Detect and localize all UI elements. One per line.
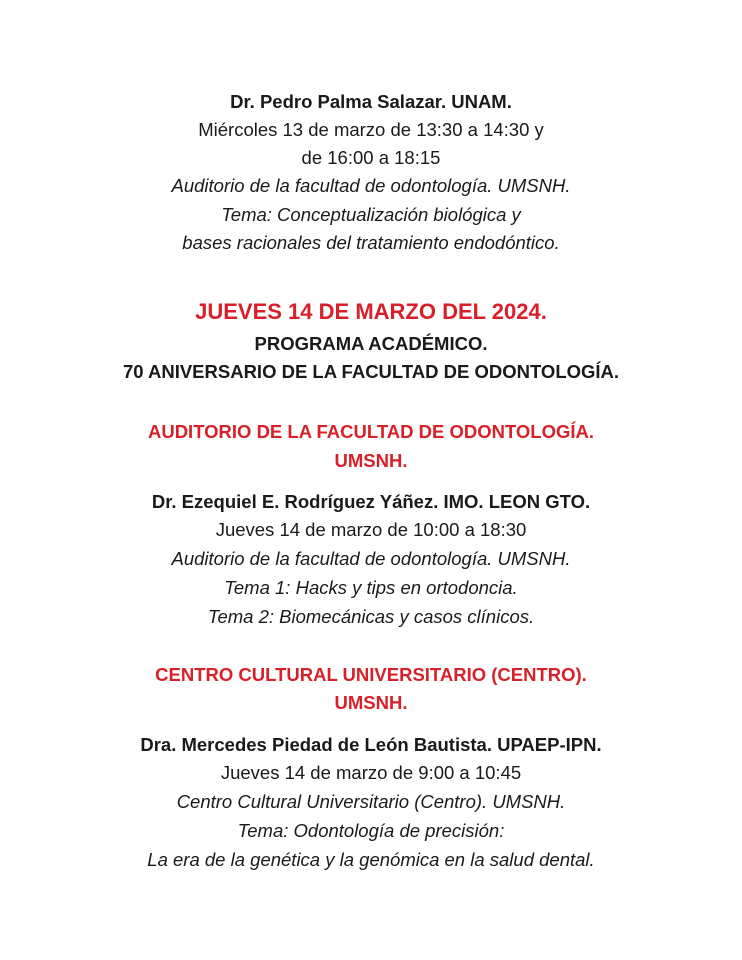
topic-text: Tema: Conceptualización biológica y [221,204,521,225]
schedule-text: Jueves 14 de marzo de 9:00 a 10:45 [220,762,522,783]
topic-text: Tema 1: Hacks y tips en ortodoncia. [224,577,518,598]
venue-text: Centro Cultural Universitario (Centro). UMSNH. [176,791,566,812]
speaker-name: Dr. Pedro Palma Salazar. UNAM. [230,91,512,112]
venue-text: Auditorio de la facultad de odontología. UMSNH. [171,548,571,569]
section-heading: CENTRO CULTURAL UNIVERSITARIO (CENTRO). [155,664,587,685]
section-heading: UMSNH. [334,692,408,713]
topic-text: bases racionales del tratamiento endodóntico. [182,232,560,253]
venue-text: Auditorio de la facultad de odontología. UMSNH. [171,175,571,196]
schedule-text: Miércoles 13 de marzo de 13:30 a 14:30 y [198,119,544,140]
speaker-name: Dra. Mercedes Piedad de León Bautista. UPAEP-IPN. [140,734,602,755]
topic-text: Tema: Odontología de precisión: [237,820,505,841]
schedule-text: de 16:00 a 18:15 [301,147,441,168]
section-heading: UMSNH. [334,450,408,471]
section-heading: AUDITORIO DE LA FACULTAD DE ODONTOLOGÍA. [147,421,595,442]
schedule-text: Jueves 14 de marzo de 10:00 a 18:30 [215,519,527,540]
topic-text: Tema 2: Biomecánicas y casos clínicos. [207,606,535,627]
topic-text: La era de la genética y la genómica en la salud dental. [147,849,595,870]
program-title: PROGRAMA ACADÉMICO. [254,333,488,354]
speaker-name: Dr. Ezequiel E. Rodríguez Yáñez. IMO. LEON GTO. [151,491,591,512]
anniversary-title: 70 ANIVERSARIO DE LA FACULTAD DE ODONTOLOGÍA. [122,361,620,382]
day-heading: JUEVES 14 DE MARZO DEL 2024. [195,299,547,324]
